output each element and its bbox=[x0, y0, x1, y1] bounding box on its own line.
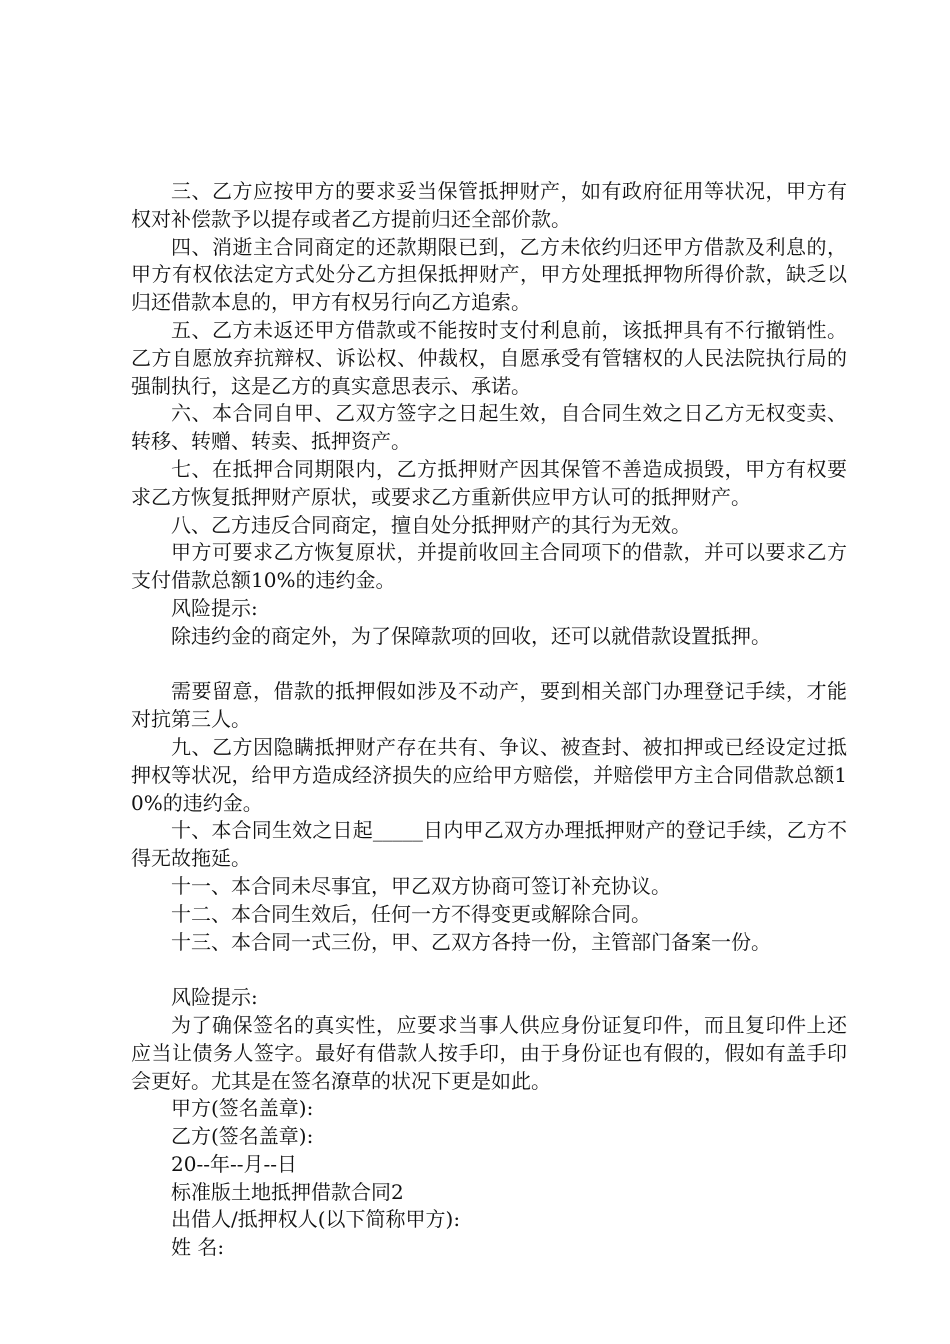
contract-title-2: 标准版土地抵押借款合同2 bbox=[171, 1179, 404, 1204]
clause-7: 七、在抵押合同期限内，乙方抵押财产因其保管不善造成损毁，甲方有权要求乙方恢复抵押财产原状，或要求乙方重新供应甲方认可的抵押财产。 bbox=[131, 456, 847, 509]
clause-8-remedy: 甲方可要求乙方恢复原状，并提前收回主合同项下的借款，并可以要求乙方支付借款总额10%的违约金。 bbox=[131, 540, 847, 593]
clause-12: 十二、本合同生效后，任何一方不得变更或解除合同。 bbox=[171, 901, 651, 926]
name-label: 姓 名: bbox=[171, 1235, 225, 1260]
risk-note-registration: 需要留意，借款的抵押假如涉及不动产，要到相关部门办理登记手续，才能对抗第三人。 bbox=[131, 679, 847, 732]
party-b-signature: 乙方(签名盖章): bbox=[171, 1124, 314, 1149]
clause-6: 六、本合同自甲、乙双方签字之日起生效，自合同生效之日乙方无权变卖、转移、转赠、转卖、抵押资产。 bbox=[131, 401, 847, 454]
risk-note-signature: 为了确保签名的真实性，应要求当事人供应身份证复印件，而且复印件上还应当让债务人签字。最好有借款人按手印，由于身份证也有假的，假如有盖手印会更好。尤其是在签名潦草的状况下更是如此。 bbox=[131, 1012, 847, 1093]
clause-9: 九、乙方因隐瞒抵押财产存在共有、争议、被查封、被扣押或已经设定过抵押权等状况，给甲方造成经济损失的应给甲方赔偿，并赔偿甲方主合同借款总额10%的违约金。 bbox=[131, 734, 847, 815]
clause-11: 十一、本合同未尽事宜，甲乙双方协商可签订补充协议。 bbox=[171, 873, 671, 898]
contract-document bbox=[131, 178, 847, 1262]
spacer bbox=[131, 956, 847, 984]
date-line: 20--年--月--日 bbox=[171, 1151, 297, 1176]
spacer bbox=[131, 651, 847, 679]
clause-13: 十三、本合同一式三份，甲、乙双方各持一份，主管部门备案一份。 bbox=[171, 929, 771, 954]
risk-note-heading-2: 风险提示: bbox=[171, 985, 258, 1010]
risk-note-heading: 风险提示: bbox=[171, 595, 258, 620]
party-a-signature: 甲方(签名盖章): bbox=[171, 1096, 314, 1121]
clause-4: 四、消逝主合同商定的还款期限已到，乙方未依约归还甲方借款及利息的，甲方有权依法定方式处分乙方担保抵押财产，甲方处理抵押物所得价款，缺乏以归还借款本息的，甲方有权另行向乙方追索。 bbox=[131, 234, 847, 315]
clause-5: 五、乙方未返还甲方借款或不能按时支付利息前，该抵押具有不行撤销性。乙方自愿放弃抗辩权、诉讼权、仲裁权，自愿承受有管辖权的人民法院执行局的强制执行，这是乙方的真实意思表示、承诺。 bbox=[131, 317, 847, 398]
lender-label: 出借人/抵押权人(以下简称甲方): bbox=[171, 1207, 461, 1232]
clause-10: 十、本合同生效之日起_____日内甲乙双方办理抵押财产的登记手续，乙方不得无故拖延。 bbox=[131, 818, 847, 871]
risk-note-text: 除违约金的商定外，为了保障款项的回收，还可以就借款设置抵押。 bbox=[171, 623, 771, 648]
clause-3: 三、乙方应按甲方的要求妥当保管抵押财产，如有政府征用等状况，甲方有权对补偿款予以提存或者乙方提前归还全部价款。 bbox=[131, 179, 847, 231]
clause-8: 八、乙方违反合同商定，擅自处分抵押财产的其行为无效。 bbox=[171, 512, 691, 537]
